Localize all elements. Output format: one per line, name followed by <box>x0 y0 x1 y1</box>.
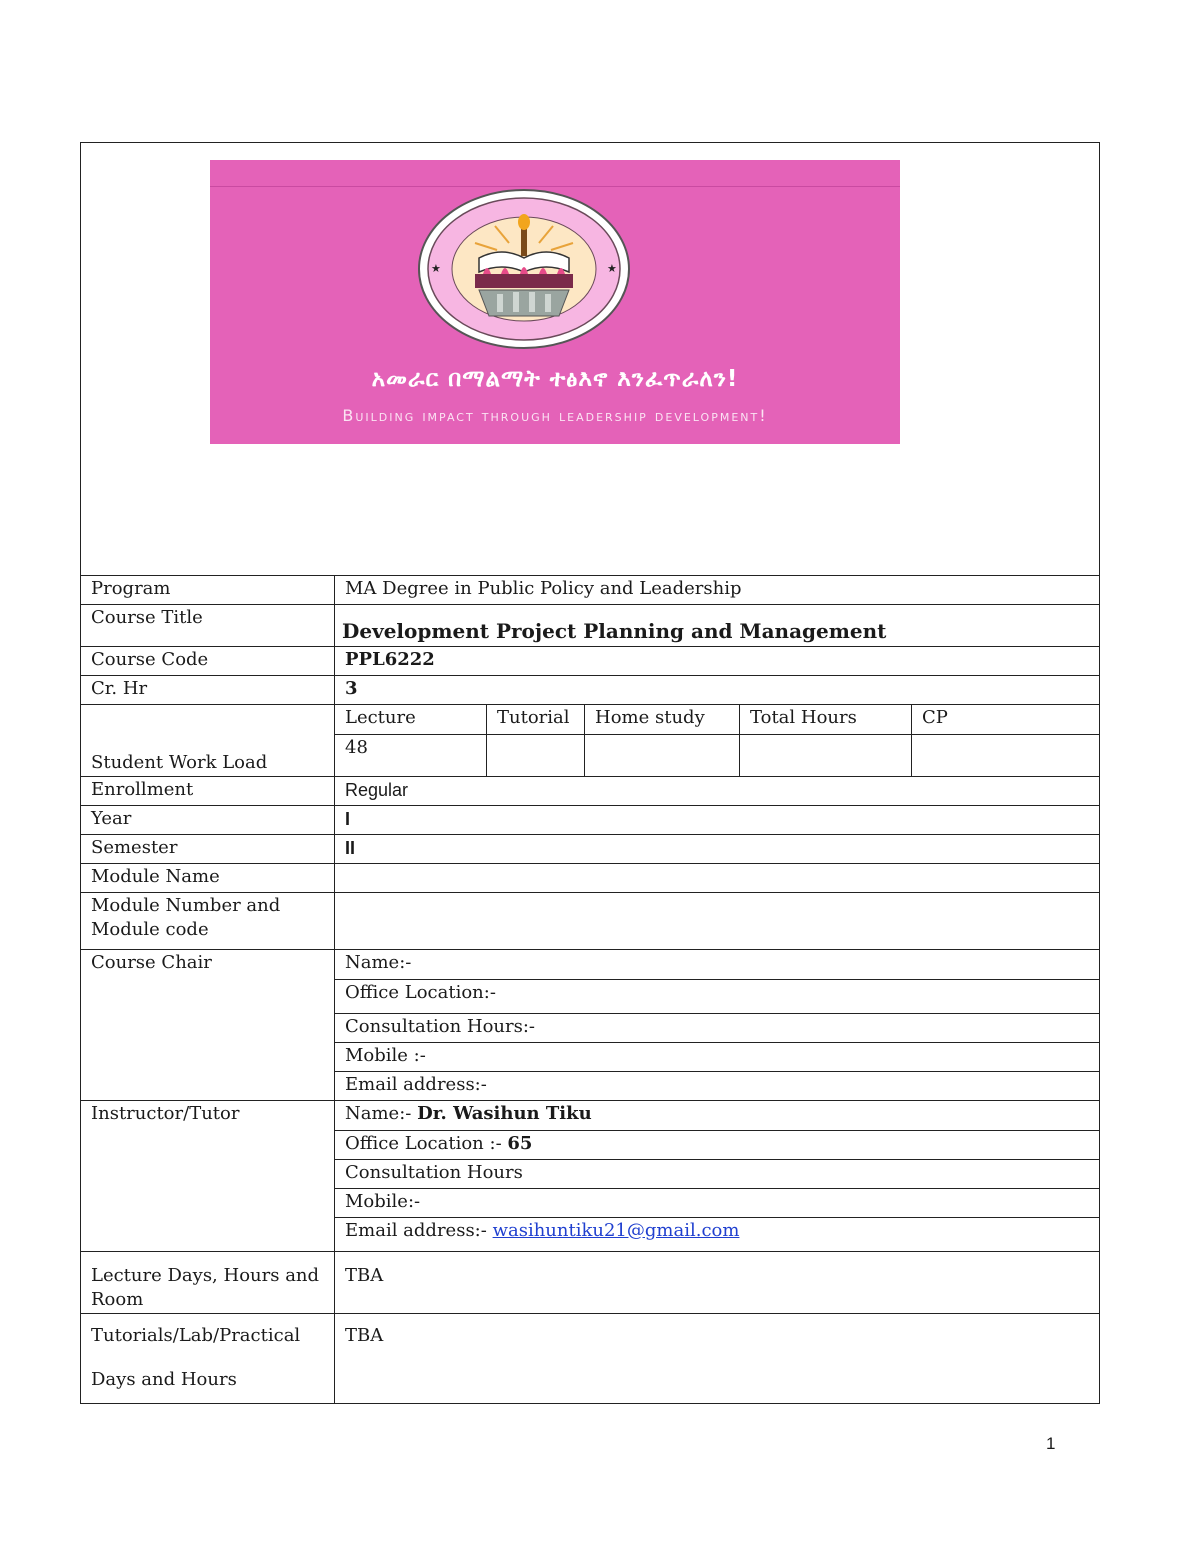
academy-seal-logo <box>417 188 631 350</box>
course-chair-consultation: Consultation Hours:- <box>335 1013 1099 1042</box>
year-value: I <box>335 806 1100 835</box>
table-row <box>81 647 1100 676</box>
banner-motto: Building impact through leadership development! <box>342 406 768 425</box>
module-name-label: Module Name <box>81 864 335 893</box>
academy-banner <box>210 160 900 444</box>
course-chair-name: Name:- <box>335 950 1099 979</box>
semester-value: II <box>335 835 1100 864</box>
table-row <box>81 835 1100 864</box>
instructor-email-link[interactable]: wasihuntiku21@gmail.com <box>492 1219 740 1241</box>
course-code-label: Course Code <box>81 647 335 676</box>
amharic-slogan: አመራር በማልማት ተፅእኖ እንፈጥራለን! <box>371 366 739 392</box>
enrollment-label: Enrollment <box>81 777 335 806</box>
tutorials-label-cell <box>81 1314 335 1404</box>
table-row <box>81 705 1100 777</box>
instructor-details <box>335 1101 1099 1251</box>
course-chair-mobile: Mobile :- <box>335 1042 1099 1071</box>
table-row <box>81 806 1100 835</box>
semester-label: Semester <box>81 835 335 864</box>
instructor-mobile: Mobile:- <box>335 1188 1099 1217</box>
table-row <box>81 777 1100 806</box>
cr-hr-value: 3 <box>335 676 1100 705</box>
course-title-value: Development Project Planning and Management <box>342 619 887 643</box>
program-label: Program <box>81 576 335 605</box>
workload-header-cp: CP <box>912 705 1100 734</box>
instructor-office-prefix: Office Location :- <box>345 1132 502 1154</box>
workload-value-total-hours <box>740 734 912 776</box>
course-info-table <box>80 575 1100 1404</box>
table-row <box>81 950 1100 1101</box>
course-chair-office: Office Location:- <box>335 979 1099 1013</box>
workload-header-home-study: Home study <box>585 705 740 734</box>
instructor-email-cell <box>335 1217 1099 1251</box>
page-number: 1 <box>1046 1434 1056 1453</box>
instructor-office-cell <box>335 1130 1099 1159</box>
course-chair-label: Course Chair <box>81 950 335 1101</box>
workload-value-cp <box>912 734 1100 776</box>
svg-text:★: ★ <box>431 262 441 275</box>
module-number-label: Module Number and Module code <box>81 893 335 950</box>
workload-value-home-study <box>585 734 740 776</box>
enrollment-value: Regular <box>335 777 1100 806</box>
workload-label: Student Work Load <box>81 705 335 777</box>
module-number-value <box>335 893 1100 950</box>
banner-divider <box>210 186 900 187</box>
table-row <box>81 1252 1100 1314</box>
cr-hr-label: Cr. Hr <box>81 676 335 705</box>
workload-table <box>335 705 1099 776</box>
instructor-label: Instructor/Tutor <box>81 1101 335 1252</box>
course-chair-details <box>335 950 1099 1100</box>
instructor-name-value: Dr. Wasihun Tiku <box>417 1103 592 1124</box>
instructor-office-value: 65 <box>507 1132 533 1154</box>
course-title-label: Course Title <box>81 605 335 647</box>
lecture-days-label: Lecture Days, Hours and Room <box>81 1252 335 1314</box>
workload-header-total-hours: Total Hours <box>740 705 912 734</box>
instructor-consultation: Consultation Hours <box>335 1159 1099 1188</box>
year-label: Year <box>81 806 335 835</box>
program-value: MA Degree in Public Policy and Leadership <box>335 576 1100 605</box>
svg-text:★: ★ <box>607 262 617 275</box>
lecture-days-value: TBA <box>335 1252 1100 1314</box>
course-code-value: PPL6222 <box>335 647 1100 676</box>
course-chair-email: Email address:- <box>335 1071 1099 1100</box>
tutorials-label-line2: Days and Hours <box>91 1369 237 1390</box>
workload-value-tutorial <box>487 734 585 776</box>
instructor-name-prefix: Name:- <box>345 1103 412 1124</box>
workload-value-lecture: 48 <box>335 734 487 776</box>
tutorials-label-line1: Tutorials/Lab/Practical <box>91 1325 301 1346</box>
table-row <box>81 893 1100 950</box>
tutorials-value: TBA <box>335 1314 1100 1404</box>
workload-header-lecture: Lecture <box>335 705 487 734</box>
table-row <box>81 676 1100 705</box>
table-row <box>81 576 1100 605</box>
table-row <box>81 605 1100 647</box>
workload-header-tutorial: Tutorial <box>487 705 585 734</box>
module-name-value <box>335 864 1100 893</box>
instructor-email-prefix: Email address:- <box>345 1219 487 1241</box>
table-row <box>81 1314 1100 1404</box>
instructor-name-cell <box>335 1101 1099 1130</box>
table-row <box>81 1101 1100 1252</box>
table-row <box>81 864 1100 893</box>
